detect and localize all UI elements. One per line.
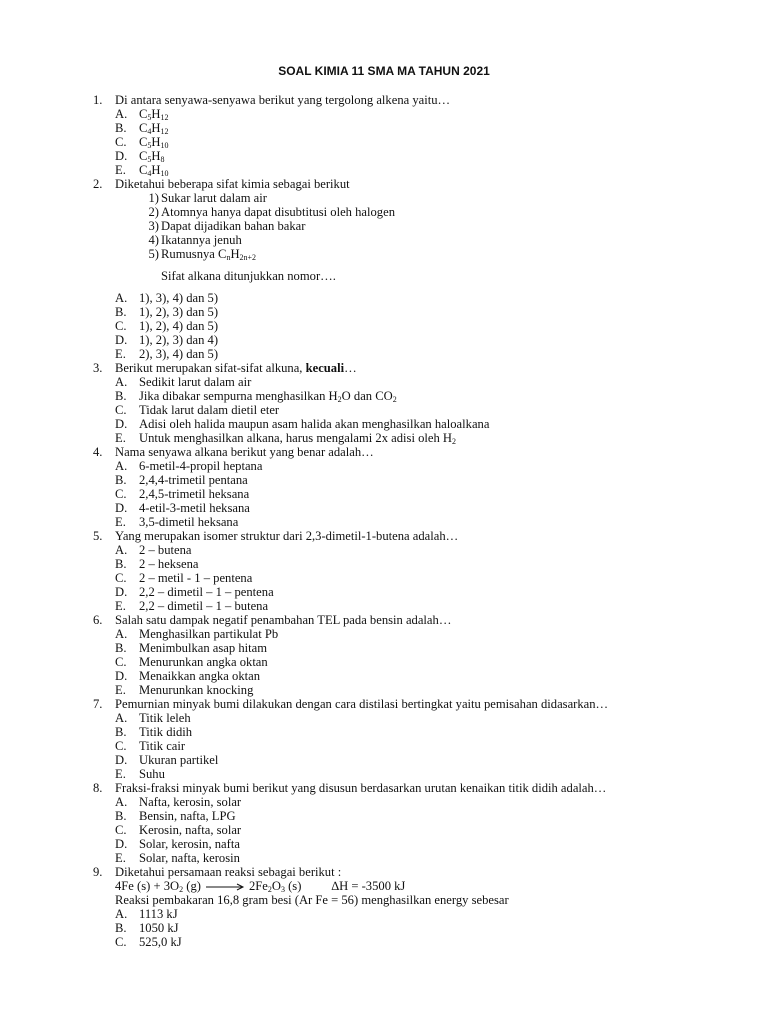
option-letter: B.: [115, 557, 127, 571]
statement-text: Ikatannya jenuh: [161, 233, 242, 247]
question-text: Reaksi pembakaran 16,8 gram besi (Ar Fe = 56) menghasilkan energy sebesar: [115, 893, 509, 907]
option-text: Solar, nafta, kerosin: [139, 851, 240, 865]
question-text: Salah satu dampak negatif penambahan TEL pada bensin adalah…: [115, 613, 452, 627]
option-letter: D.: [115, 149, 128, 163]
option-letter: D.: [115, 501, 128, 515]
option-a: [93, 627, 743, 641]
question-6: [93, 613, 743, 627]
option-letter: B.: [115, 921, 127, 935]
option-letter: D.: [115, 333, 128, 347]
option-e: [93, 767, 743, 781]
option-text: $C_4H_{12}$: [139, 121, 169, 136]
option-text: 2 – butena: [139, 543, 192, 557]
statement-1: [93, 191, 743, 205]
option-letter: E.: [115, 599, 126, 613]
option-letter: B.: [115, 725, 127, 739]
option-b: [93, 557, 743, 571]
option-d: [93, 585, 743, 599]
reaction-text: 4Fe $(s) + 3O_2$ (g) $2Fe_2O_3$ (s) ∆H = -3500 kJ: [115, 879, 406, 894]
statement-text: Atomnya hanya dapat disubtitusi oleh halogen: [161, 205, 395, 219]
option-text: 2,2 – dimetil – 1 – pentena: [139, 585, 274, 599]
option-letter: B.: [115, 641, 127, 655]
option-text: 1), 2), 4) dan 5): [139, 319, 219, 333]
question-number: 7.: [93, 697, 103, 711]
option-e: [93, 347, 743, 361]
option-text: Nafta, kerosin, solar: [139, 795, 242, 809]
option-c: [93, 319, 743, 333]
option-letter: C.: [115, 935, 127, 949]
option-b: [93, 641, 743, 655]
option-d: [93, 837, 743, 851]
question-number: 8.: [93, 781, 103, 795]
option-d: [93, 753, 743, 767]
statement-number: 3): [148, 219, 159, 233]
question-text-part: Berikut merupakan sifat-sifat alkuna,: [115, 361, 306, 375]
option-a: [93, 543, 743, 557]
question-number: 9.: [93, 865, 103, 879]
question-text-continued: [93, 893, 743, 907]
option-a: [93, 907, 743, 921]
option-b: [93, 473, 743, 487]
option-letter: A.: [115, 375, 128, 389]
option-letter: B.: [115, 305, 127, 319]
question-2: [93, 177, 743, 191]
option-d: [93, 501, 743, 515]
option-text: $C_5H_{10}$: [139, 135, 169, 150]
prompt-text: Sifat alkana ditunjukkan nomor….: [161, 269, 336, 283]
option-text: Suhu: [139, 767, 165, 781]
option-letter: D.: [115, 417, 128, 431]
option-letter: E.: [115, 767, 126, 781]
option-text: 1), 2), 3) dan 4): [139, 333, 219, 347]
option-c: [93, 487, 743, 501]
option-letter: D.: [115, 837, 128, 851]
statement-text: Rumusnya $C_nH_{2n+2}$: [161, 247, 257, 262]
option-letter: E.: [115, 431, 126, 445]
option-text: Menaikkan angka oktan: [139, 669, 260, 683]
option-text: Ukuran partikel: [139, 753, 219, 767]
option-letter: E.: [115, 851, 126, 865]
option-text: Sedikit larut dalam air: [139, 375, 252, 389]
option-text: $C_5H_{12}$: [139, 107, 169, 122]
question-list: [93, 93, 743, 949]
question-4: [93, 445, 743, 459]
option-text: Bensin, nafta, LPG: [139, 809, 236, 823]
option-b: [93, 305, 743, 319]
question-text: Di antara senyawa-senyawa berikut yang tergolong alkena yaitu…: [115, 93, 451, 107]
question-text: Fraksi-fraksi minyak bumi berikut yang disusun berdasarkan urutan kenaikan titik didih adalah…: [115, 781, 607, 795]
document-title: SOAL KIMIA 11 SMA MA TAHUN 2021: [278, 64, 490, 78]
question-text: Diketahui beberapa sifat kimia sebagai berikut: [115, 177, 350, 191]
option-b: [93, 121, 743, 135]
option-text: Titik didih: [139, 725, 193, 739]
option-text: Menghasilkan partikulat Pb: [139, 627, 279, 641]
option-letter: A.: [115, 627, 128, 641]
option-letter: A.: [115, 107, 128, 121]
question-text: [115, 361, 357, 375]
option-a: [93, 107, 743, 121]
option-c: [93, 135, 743, 149]
option-a: [93, 795, 743, 809]
option-letter: D.: [115, 753, 128, 767]
question-prompt: [93, 269, 743, 283]
option-text: 4-etil-3-metil heksana: [139, 501, 250, 515]
option-text: Adisi oleh halida maupun asam halida akan menghasilkan haloalkana: [139, 417, 490, 431]
option-letter: E.: [115, 683, 126, 697]
reaction-arrow-icon: [203, 882, 247, 892]
option-text: 2,2 – dimetil – 1 – butena: [139, 599, 269, 613]
option-text: Kerosin, nafta, solar: [139, 823, 242, 837]
question-text: Pemurnian minyak bumi dilakukan dengan cara distilasi bertingkat yaitu pemisahan didasarkan…: [115, 697, 609, 711]
option-text: Titik leleh: [139, 711, 191, 725]
spacer: [93, 283, 743, 291]
statement-2: [93, 205, 743, 219]
option-e: [93, 515, 743, 529]
question-5: [93, 529, 743, 543]
question-number: 3.: [93, 361, 103, 375]
option-c: [93, 571, 743, 585]
enthalpy-text: ∆H = -3500 kJ: [331, 879, 406, 893]
option-letter: E.: [115, 163, 126, 177]
option-text: 2,4,4-trimetil pentana: [139, 473, 248, 487]
option-text: 3,5-dimetil heksana: [139, 515, 239, 529]
option-text: Menurunkan angka oktan: [139, 655, 268, 669]
option-letter: C.: [115, 403, 127, 417]
statement-text: Sukar larut dalam air: [161, 191, 267, 205]
option-letter: A.: [115, 291, 128, 305]
statement-4: [93, 233, 743, 247]
option-e: [93, 599, 743, 613]
option-letter: E.: [115, 515, 126, 529]
option-a: [93, 375, 743, 389]
option-text: 6-metil-4-propil heptana: [139, 459, 263, 473]
option-letter: B.: [115, 473, 127, 487]
option-letter: C.: [115, 487, 127, 501]
option-c: [93, 823, 743, 837]
option-letter: C.: [115, 571, 127, 585]
option-letter: D.: [115, 585, 128, 599]
statement-number: 4): [148, 233, 159, 247]
option-letter: B.: [115, 121, 127, 135]
option-e: [93, 163, 743, 177]
option-text: 1113 kJ: [139, 907, 178, 921]
option-b: [93, 809, 743, 823]
option-b: [93, 921, 743, 935]
option-b: [93, 389, 743, 403]
question-text: Diketahui persamaan reaksi sebagai berikut :: [115, 865, 342, 879]
option-text: Untuk menghasilkan alkana, harus mengalami 2x adisi oleh $H_2$: [139, 431, 457, 446]
option-text: Menimbulkan asap hitam: [139, 641, 268, 655]
option-e: [93, 683, 743, 697]
question-number: 1.: [93, 93, 103, 107]
option-text: 525,0 kJ: [139, 935, 182, 949]
option-d: [93, 333, 743, 347]
emphasis-text: kecuali: [305, 361, 345, 375]
option-text: Tidak larut dalam dietil eter: [139, 403, 280, 417]
option-a: [93, 459, 743, 473]
option-text: 1), 2), 3) dan 5): [139, 305, 219, 319]
question-number: 2.: [93, 177, 103, 191]
option-e: [93, 851, 743, 865]
option-letter: C.: [115, 823, 127, 837]
option-c: [93, 655, 743, 669]
option-text: $C_4H_{10}$: [139, 163, 169, 178]
statement-number: 2): [148, 205, 159, 219]
option-text: Jika dibakar sempurna menghasilkan $H_2O$ dan $CO_2$: [139, 389, 397, 404]
question-1: [93, 93, 743, 107]
question-number: 4.: [93, 445, 103, 459]
question-number: 6.: [93, 613, 103, 627]
option-text: 2,4,5-trimetil heksana: [139, 487, 250, 501]
statement-3: [93, 219, 743, 233]
option-letter: B.: [115, 809, 127, 823]
option-text: Menurunkan knocking: [139, 683, 254, 697]
option-letter: C.: [115, 319, 127, 333]
option-text: $C_5H_8$: [139, 149, 165, 164]
option-letter: A.: [115, 543, 128, 557]
option-text: Solar, kerosin, nafta: [139, 837, 240, 851]
question-3: [93, 361, 743, 375]
statement-number: 1): [148, 191, 159, 205]
question-text: Nama senyawa alkana berikut yang benar adalah…: [115, 445, 374, 459]
option-text: 1), 3), 4) dan 5): [139, 291, 219, 305]
statement-5: [93, 247, 743, 261]
statement-text: Dapat dijadikan bahan bakar: [161, 219, 306, 233]
option-b: [93, 725, 743, 739]
question-7: [93, 697, 743, 711]
option-letter: D.: [115, 669, 128, 683]
statement-number: 5): [148, 247, 159, 261]
option-a: [93, 711, 743, 725]
question-text: Yang merupakan isomer struktur dari 2,3-dimetil-1-butena adalah…: [115, 529, 459, 543]
option-letter: C.: [115, 739, 127, 753]
option-letter: C.: [115, 655, 127, 669]
option-c: [93, 403, 743, 417]
option-d: [93, 149, 743, 163]
option-text: 2 – heksena: [139, 557, 199, 571]
question-number: 5.: [93, 529, 103, 543]
option-letter: E.: [115, 347, 126, 361]
option-letter: A.: [115, 459, 128, 473]
question-9: [93, 865, 743, 879]
option-text: 2 – metil - 1 – pentena: [139, 571, 253, 585]
option-letter: B.: [115, 389, 127, 403]
option-c: [93, 739, 743, 753]
option-e: [93, 431, 743, 445]
option-letter: A.: [115, 795, 128, 809]
option-d: [93, 417, 743, 431]
option-d: [93, 669, 743, 683]
option-a: [93, 291, 743, 305]
option-letter: C.: [115, 135, 127, 149]
spacer: [93, 261, 743, 269]
option-text: Titik cair: [139, 739, 186, 753]
reaction-equation: [93, 879, 743, 893]
option-letter: A.: [115, 907, 128, 921]
option-text: 2), 3), 4) dan 5): [139, 347, 219, 361]
question-8: [93, 781, 743, 795]
option-c: [93, 935, 743, 949]
option-text: 1050 kJ: [139, 921, 179, 935]
question-text-part: …: [344, 361, 357, 375]
option-letter: A.: [115, 711, 128, 725]
